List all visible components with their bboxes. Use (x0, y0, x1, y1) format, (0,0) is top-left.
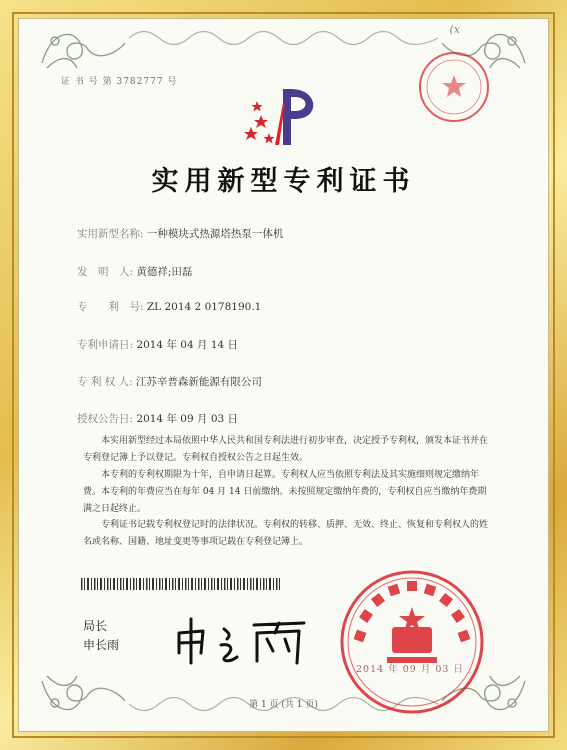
field-value: ZL 2014 2 0178190.1 (146, 301, 262, 313)
certificate-number-label: 证 书 号 第 (61, 77, 113, 87)
small-red-seal-icon (414, 47, 494, 127)
patent-office-logo-icon (239, 83, 325, 149)
field-value: 2014 年 04 月 14 日 (136, 339, 239, 351)
scroll-ornament-icon (37, 671, 127, 721)
barcode-icon (81, 575, 281, 587)
body-paragraph-2: 本专利的专利权期限为十年，自申请日起算。专利权人应当依照专利法及其实施细则规定缴纳年费。本专利的年费应当在每年 04 月 14 日前缴纳。未按照规定缴纳年费的，专利权自应当缴纳年费期满之日起终止。 (83, 470, 487, 514)
field-label: 专利申请日: (77, 339, 134, 351)
certificate-title: 实用新型专利证书 (151, 166, 416, 197)
field-label: 发 明 人: (77, 266, 134, 278)
field-utility-name (77, 226, 283, 241)
field-grant-date (77, 411, 238, 426)
certificate-number-value: 3782777 (116, 77, 164, 87)
scroll-ornament-icon (37, 23, 127, 73)
certificate-number-suffix: 号 (167, 77, 178, 87)
director-signature-icon (169, 611, 319, 669)
director-name: 申长雨 (83, 638, 120, 652)
body-paragraph-3: 专利证书记载专利权登记时的法律状况。专利权的转移、质押、无效、终止、恢复和专利权人的姓名或名称、国籍、地址变更等事项记载在专利登记簿上。 (83, 520, 489, 547)
certificate-paper (18, 18, 549, 732)
field-value: 2014 年 09 月 03 日 (136, 413, 239, 425)
director-title: 局长 (83, 619, 108, 633)
certificate-number (61, 74, 177, 87)
field-inventors (77, 264, 192, 279)
field-label: 专 利 号: (77, 301, 144, 313)
field-value: 一种模块式热源塔热泵一体机 (146, 228, 284, 240)
field-label: 授权公告日: (77, 413, 134, 425)
field-application-date (77, 337, 238, 352)
body-paragraph-1: 本实用新型经过本局依照中华人民共和国专利法进行初步审查，决定授予专利权，颁发本证书并在专利登记簿上予以登记。专利权自授权公告之日起生效。 (83, 436, 489, 463)
field-patentee (77, 374, 262, 389)
page-number: 第 1 页 (共 1 页) (249, 700, 318, 710)
official-red-seal-icon (337, 567, 487, 717)
field-patent-number (77, 299, 261, 314)
handwritten-mark: (x (449, 23, 460, 36)
field-value: 黄德祥;田磊 (136, 266, 193, 278)
decorative-band (129, 25, 438, 51)
field-label: 专 利 权 人: (77, 376, 133, 388)
field-label: 实用新型名称: (77, 228, 144, 240)
field-value: 江苏辛普森新能源有限公司 (135, 376, 262, 388)
seal-date: 2014 年 09 月 03 日 (356, 664, 464, 675)
